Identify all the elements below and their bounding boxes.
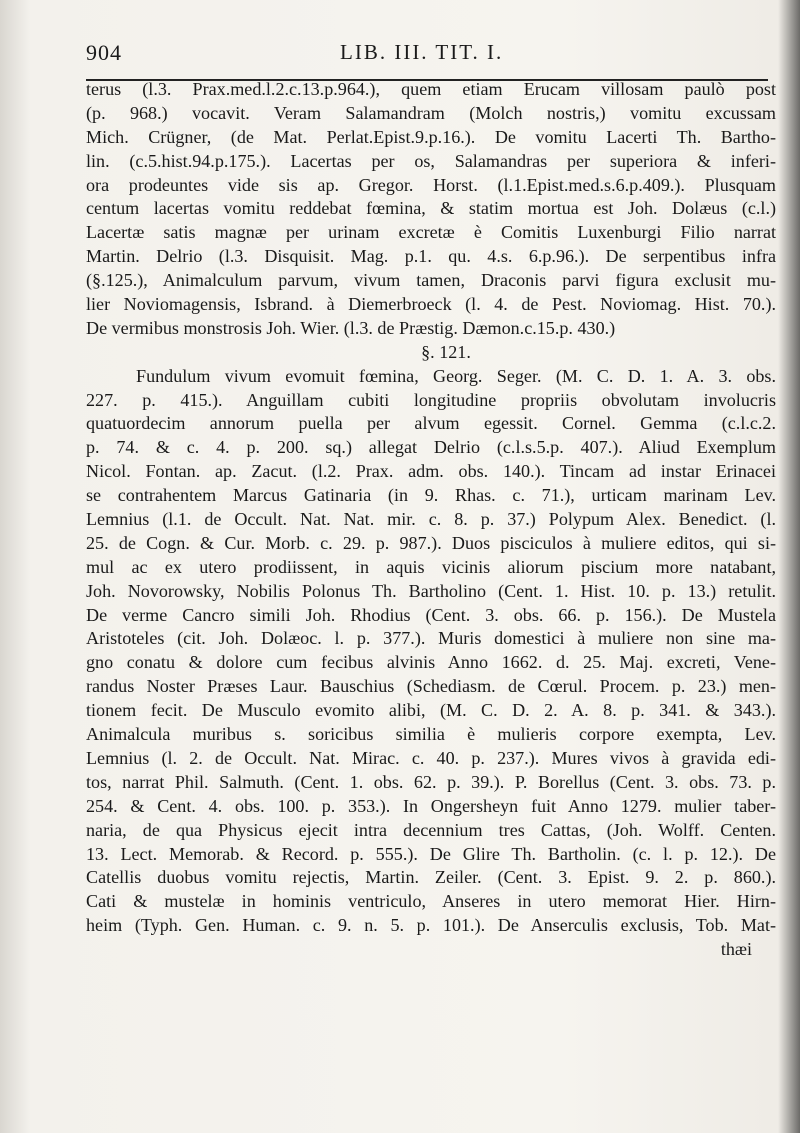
text-line: 254. & Cent. 4. obs. 100. p. 353.). In Ongersheyn fuit Anno 1279. mulier taber- xyxy=(86,795,776,816)
text-line: gno conatu & dolore cum fecibus alvinis Anno 1662. d. 25. Maj. excreti, Vene- xyxy=(86,652,776,673)
text-line: mul ac ex utero prodiissent, in aquis vicinis aliorum piscium more natabant, xyxy=(86,556,776,577)
text-line: Lacertæ satis magnæ per urinam excretæ è Comitis Luxenburgi Filio narrat xyxy=(86,222,776,243)
text-line: tos, narrat Phil. Salmuth. (Cent. 1. obs. 62. p. 39.). P. Borellus (Cent. 3. obs. 73. p. xyxy=(86,771,776,792)
page-body xyxy=(86,78,776,962)
text-line: quatuordecim annorum puella per alvum egessit. Cornel. Gemma (c.l.c.2. xyxy=(86,413,776,434)
text-line: De vermibus monstrosis Joh. Wier. (l.3. de Præstig. Dæmon.c.15.p. 430.) xyxy=(86,317,616,338)
text-line: (§.125.), Animalculum parvum, vivum tamen, Draconis parvi figura exclusit mu- xyxy=(86,270,776,291)
text-line: Martin. Delrio (l.3. Disquisit. Mag. p.1. qu. 4.s. 6.p.96.). De serpentibus infra xyxy=(86,246,776,267)
text-line: Cati & mustelæ in hominis ventriculo, Anseres in utero memorat Hier. Hirn- xyxy=(86,891,776,912)
text-line: 13. Lect. Memorab. & Record. p. 555.). De Glire Th. Bartholin. (c. l. p. 12.). De xyxy=(86,843,776,864)
text-line: Lemnius (l.1. de Occult. Nat. Nat. mir. c. 8. p. 37.) Polypum Alex. Benedict. (l. xyxy=(86,509,776,530)
text-line: randus Noster Præses Laur. Bauschius (Schediasm. de Cœrul. Procem. p. 23.) men- xyxy=(86,676,776,697)
text-line: 227. p. 415.). Anguillam cubiti longitudine propriis obvolutam involucris xyxy=(86,389,776,410)
text-line: tionem fecit. De Musculo evomito alibi, (M. C. D. 2. A. 8. p. 341. & 343.). xyxy=(86,700,776,721)
text-line: lier Noviomagensis, Isbrand. à Diemerbroeck (l. 4. de Pest. Noviomag. Hist. 70.). xyxy=(86,294,776,315)
text-line: 25. de Cogn. & Cur. Morb. c. 29. p. 987.). Duos pisciculos à muliere editos, qui si- xyxy=(86,532,776,553)
section-mark: §. 121. xyxy=(421,341,471,362)
page-number: 904 xyxy=(86,40,122,65)
text-line: naria, de qua Physicus ejecit intra decennium tres Cattas, (Joh. Wolff. Centen. xyxy=(86,819,776,840)
text-line: Fundulum vivum evomuit fœmina, Georg. Seger. (M. C. D. 1. A. 3. obs. xyxy=(136,365,776,386)
text-line: heim (Typh. Gen. Human. c. 9. n. 5. p. 101.). De Anserculis exclusis, Tob. Mat- xyxy=(86,915,776,936)
text-line: De verme Cancro simili Joh. Rhodius (Cent. 3. obs. 66. p. 156.). De Mustela xyxy=(86,604,776,625)
text-line: Lemnius (l. 2. de Occult. Nat. Mirac. c. 40. p. 237.). Mures vivos à gravida edi- xyxy=(86,747,776,768)
text-line: ora prodeuntes vide sis ap. Gregor. Horst. (l.1.Epist.med.s.6.p.409.). Plusquam xyxy=(86,174,776,195)
text-line: p. 74. & c. 4. p. 200. sq.) allegat Delrio (c.l.s.5.p. 407.). Aliud Exemplum xyxy=(86,437,776,458)
text-line: Animalcula muribus s. soricibus similia è mulieris corpore exempta, Lev. xyxy=(86,724,776,745)
page-header xyxy=(86,38,772,78)
catchword: thæi xyxy=(720,939,752,960)
text-line: se contrahentem Marcus Gatinaria (in 9. Rhas. c. 71.), urticam marinam Lev. xyxy=(86,485,776,506)
text-line: Nicol. Fontan. ap. Zacut. (l.2. Prax. adm. obs. 140.). Tincam ad instar Erinacei xyxy=(86,461,776,482)
text-line: centum lacertas vomitu reddebat fœmina, & statim mortua est Joh. Dolæus (c.l.) xyxy=(86,198,776,219)
text-line: Catellis duobus vomitu rejectis, Martin. Zeiler. (Cent. 3. Epist. 9. 2. p. 860.). xyxy=(86,867,776,888)
text-line: Joh. Novorowsky, Nobilis Polonus Th. Bartholino (Cent. 1. Hist. 10. p. 13.) retulit. xyxy=(86,580,776,601)
text-line: Aristoteles (cit. Joh. Dolæoc. l. p. 377.). Muris domestici à muliere non sine ma- xyxy=(86,628,776,649)
text-line: terus (l.3. Prax.med.l.2.c.13.p.964.), quem etiam Erucam villosam paulò post xyxy=(86,79,776,99)
text-line: (p. 968.) vocavit. Veram Salamandram (Molch nostris,) vomitu excussam xyxy=(86,102,776,123)
running-head: LIB. III. TIT. I. xyxy=(340,40,504,64)
text-line: Mich. Crügner, (de Mat. Perlat.Epist.9.p.16.). De vomitu Lacerti Th. Bartho- xyxy=(86,126,776,147)
text-line: lin. (c.5.hist.94.p.175.). Lacertas per os, Salamandras per superiora & inferi- xyxy=(86,150,776,171)
